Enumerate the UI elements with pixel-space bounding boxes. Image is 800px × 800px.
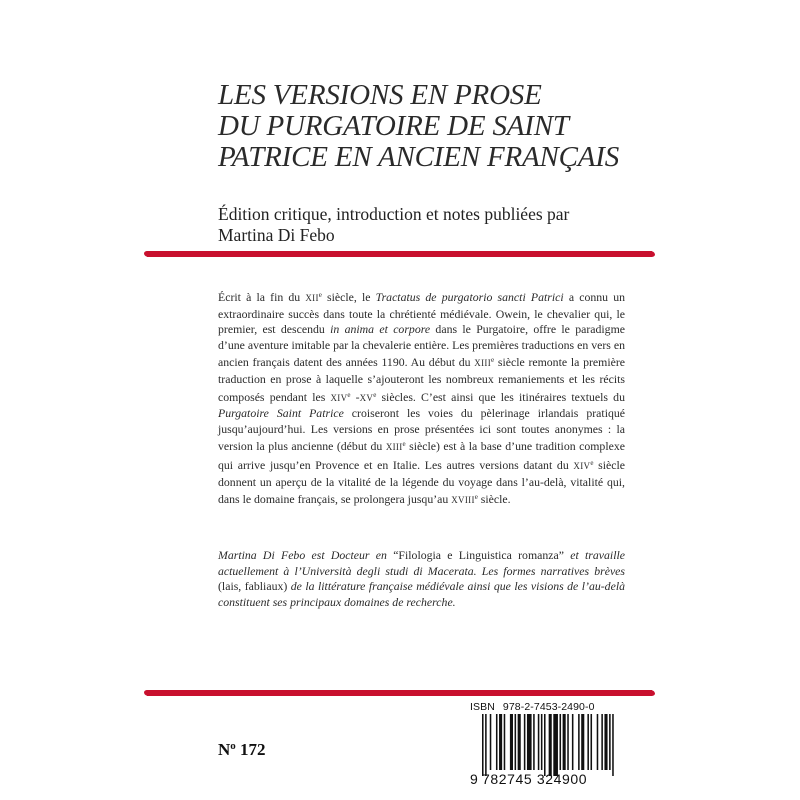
title-reference: Tractatus de purgatorio sancti Patrici [375, 290, 564, 304]
barcode-bar [567, 714, 569, 770]
title-line-3: PATRICE EN ANCIEN FRANÇAIS [218, 141, 620, 173]
barcode-bar [578, 714, 580, 770]
book-subtitle [218, 204, 618, 246]
barcode-bar [499, 714, 502, 770]
barcode-bar [527, 714, 532, 770]
barcode-bar [609, 714, 611, 770]
series-number: $N^o$ 172 [218, 740, 266, 759]
title-line-1: LES VERSIONS EN PROSE [218, 79, 542, 111]
top-red-rule [147, 251, 652, 257]
barcode-bar [482, 714, 484, 776]
barcode-bar [572, 714, 574, 770]
book-title [218, 80, 638, 173]
barcode-bar [604, 714, 607, 770]
author-bio: Martina Di Febo est Docteur en “Filologia e Linguistica romanza” et travaille actuellement à l’Università degli studi di Macerata. Les formes narratives brèves (lais, fabliaux) de la littérature française médiévale ainsi que les visions de l’au-delà constituent ses principaux domaines de recherche. [218, 548, 626, 609]
barcode-bar [612, 714, 614, 776]
subtitle-line-1: Édition critique, introduction et notes publiées par [218, 204, 570, 224]
barcode-bar [560, 714, 562, 770]
barcode-bar [553, 714, 558, 776]
barcode-bar [538, 714, 540, 770]
barcode-bar [541, 714, 543, 770]
isbn-label: ISBN 978-2-7453-2490-0 [470, 701, 595, 713]
barcode-bar [533, 714, 535, 770]
barcode-bar [490, 714, 492, 770]
barcode-bar [581, 714, 584, 770]
barcode-bar [524, 714, 526, 770]
bottom-red-rule [147, 690, 652, 696]
barcode-bar [510, 714, 513, 770]
barcode-image [482, 714, 647, 776]
barcode-bar [587, 714, 589, 770]
barcode-bar [549, 714, 552, 776]
barcode-bar [597, 714, 599, 770]
barcode-bar [518, 714, 521, 770]
barcode-digits: 9 782745 324900 [470, 771, 588, 787]
isbn-number: 978-2-7453-2490-0 [502, 701, 595, 713]
barcode-bar [601, 714, 603, 770]
barcode-bar [544, 714, 546, 776]
title-line-2: DU PURGATOIRE DE SAINT [218, 110, 569, 142]
barcode-bar [504, 714, 506, 770]
barcode-bar [515, 714, 517, 770]
author-name: Martina Di Febo [218, 225, 335, 245]
barcode-bar [591, 714, 593, 770]
barcode-bar [485, 714, 487, 776]
barcode-bar [563, 714, 566, 770]
barcode-bar [496, 714, 498, 770]
summary-paragraph: Écrit à la fin du XIIe siècle, le Tractatus de purgatorio sancti Patrici a connu un extraordinaire succès dans toute la chrétienté médiévale. Owein, le chevalier qui, le premier, est descendu in anima et corpore dans le Purgatoire, offre le paradigme d’une aventure imitable par la chevalerie entière. Les premières traductions en vers en ancien français datent des années 1190. Au début du XIIIe siècle remonte la première traduction en prose à laquelle s’ajouteront les nombreux remaniements et les récits composés pendant les XIVe -XVe siècles. C’est ainsi que les itinéraires textuels du Purgatoire Saint Patrice croiseront les voies du pèlerinage irlandais pratiqué jusqu’aujourd’hui. Les versions en prose présentées ici sont toutes anonymes : la version la plus ancienne (début du XIIIe siècle) est à la base d’une tradition complexe qui arrive jusqu’en Provence et en Italie. Les autres versions datant du XIVe siècle donnent un aperçu de la vitalité de la légende du voyage dans l’au-delà, vitalité qui, dans le domaine français, se prolongera jusqu’au XVIIIe siècle. [218, 290, 626, 507]
